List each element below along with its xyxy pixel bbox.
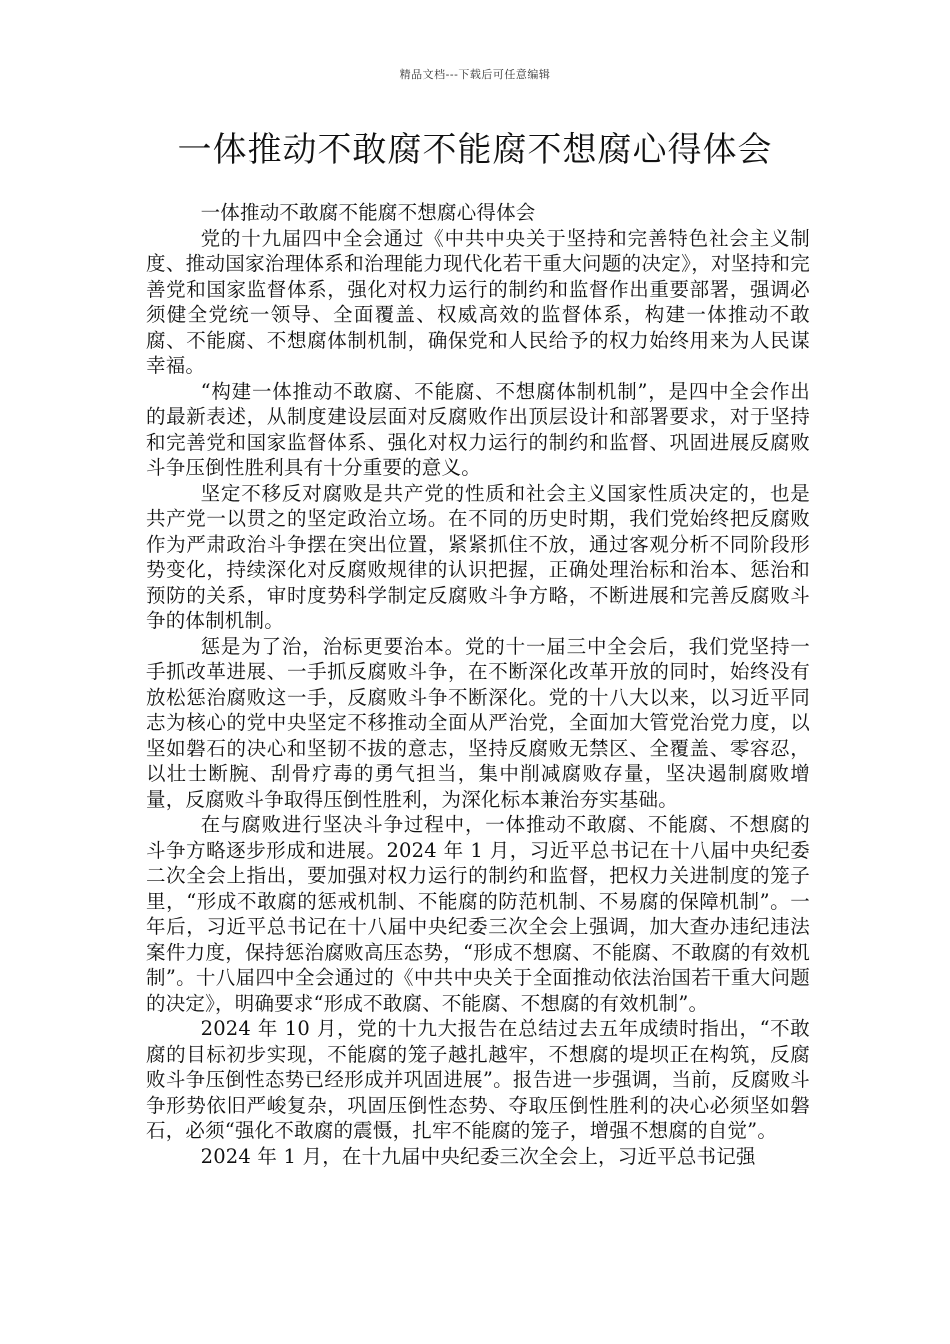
body-paragraph: 2024 年 1 月，在十九届中央纪委三次全会上，习近平总书记强 <box>200 1144 756 1168</box>
document-title: 一体推动不敢腐不能腐不想腐心得体会 <box>177 130 773 170</box>
body-paragraph: 党的十九届四中全会通过《中共中央关于坚持和完善特色社会主义制度、推动国家治理体系和治理能力现代化若干重大问题的决定》，对坚持和完善党和国家监督体系，强化对权力运行的制约和监督作出重要部署，强调必须健全党统一领导、全面覆盖、权威高效的监督体系，构建一体推动不敢腐、不能腐、不想腐体制机制，确保党和人民给予的权力始终用来为人民谋幸福。 <box>146 226 810 377</box>
body-paragraph: 在与腐败进行坚决斗争过程中，一体推动不敢腐、不能腐、不想腐的斗争方略逐步形成和进展。2024 年 1 月，习近平总书记在十八届中央纪委二次全会上指出，要加强对权力运行的制约和监督，把权力关进制度的笼子里，“形成不敢腐的惩戒机制、不能腐的防范机制、不易腐的保障机制”。一年后，习近平总书记在十八届中央纪委三次全会上强调，加大查办违纪违法案件力度，保持惩治腐败高压态势，“形成不想腐、不能腐、不敢腐的有效机制”。十八届四中全会通过的《中共中央关于全面推动依法治国若干重大问题的决定》，明确要求“形成不敢腐、不能腐、不想腐的有效机制”。 <box>146 813 810 1015</box>
document-body <box>146 200 810 1169</box>
header-note: 精品文档---下载后可任意编辑 <box>399 68 551 81</box>
body-subtitle: 一体推动不敢腐不能腐不想腐心得体会 <box>200 201 536 224</box>
body-paragraph: “构建一体推动不敢腐、不能腐、不想腐体制机制”，是四中全会作出的最新表述，从制度建设层面对反腐败作出顶层设计和部署要求，对于坚持和完善党和国家监督体系、强化对权力运行的制约和监督、巩固进展反腐败斗争压倒性胜利具有十分重要的意义。 <box>146 379 810 479</box>
body-paragraph: 坚定不移反对腐败是共产党的性质和社会主义国家性质决定的，也是共产党一以贯之的坚定政治立场。在不同的历史时期，我们党始终把反腐败作为严肃政治斗争摆在突出位置，紧紧抓住不放，通过客观分析不同阶段形势变化，持续深化对反腐败规律的认识把握，正确处理治标和治本、惩治和预防的关系，审时度势科学制定反腐败斗争方略，不断进展和完善反腐败斗争的体制机制。 <box>146 481 810 632</box>
body-paragraph: 2024 年 10 月，党的十九大报告在总结过去五年成绩时指出，“不敢腐的目标初步实现，不能腐的笼子越扎越牢，不想腐的堤坝正在构筑，反腐败斗争压倒性态势已经形成并巩固进展”。报告进一步强调，当前，反腐败斗争形势依旧严峻复杂，巩固压倒性态势、夺取压倒性胜利的决心必须坚如磐石，必须“强化不敢腐的震慑，扎牢不能腐的笼子，增强不想腐的自觉”。 <box>146 1017 810 1142</box>
body-paragraph: 惩是为了治，治标更要治本。党的十一届三中全会后，我们党坚持一手抓改革进展、一手抓反腐败斗争，在不断深化改革开放的同时，始终没有放松惩治腐败这一手，反腐败斗争不断深化。党的十八大以来，以习近平同志为核心的党中央坚定不移推动全面从严治党，全面加大管党治党力度，以坚如磐石的决心和坚韧不拔的意志，坚持反腐败无禁区、全覆盖、零容忍，以壮士断腕、刮骨疗毒的勇气担当，集中削减腐败存量，坚决遏制腐败增量，反腐败斗争取得压倒性胜利，为深化标本兼治夯实基础。 <box>146 634 810 811</box>
